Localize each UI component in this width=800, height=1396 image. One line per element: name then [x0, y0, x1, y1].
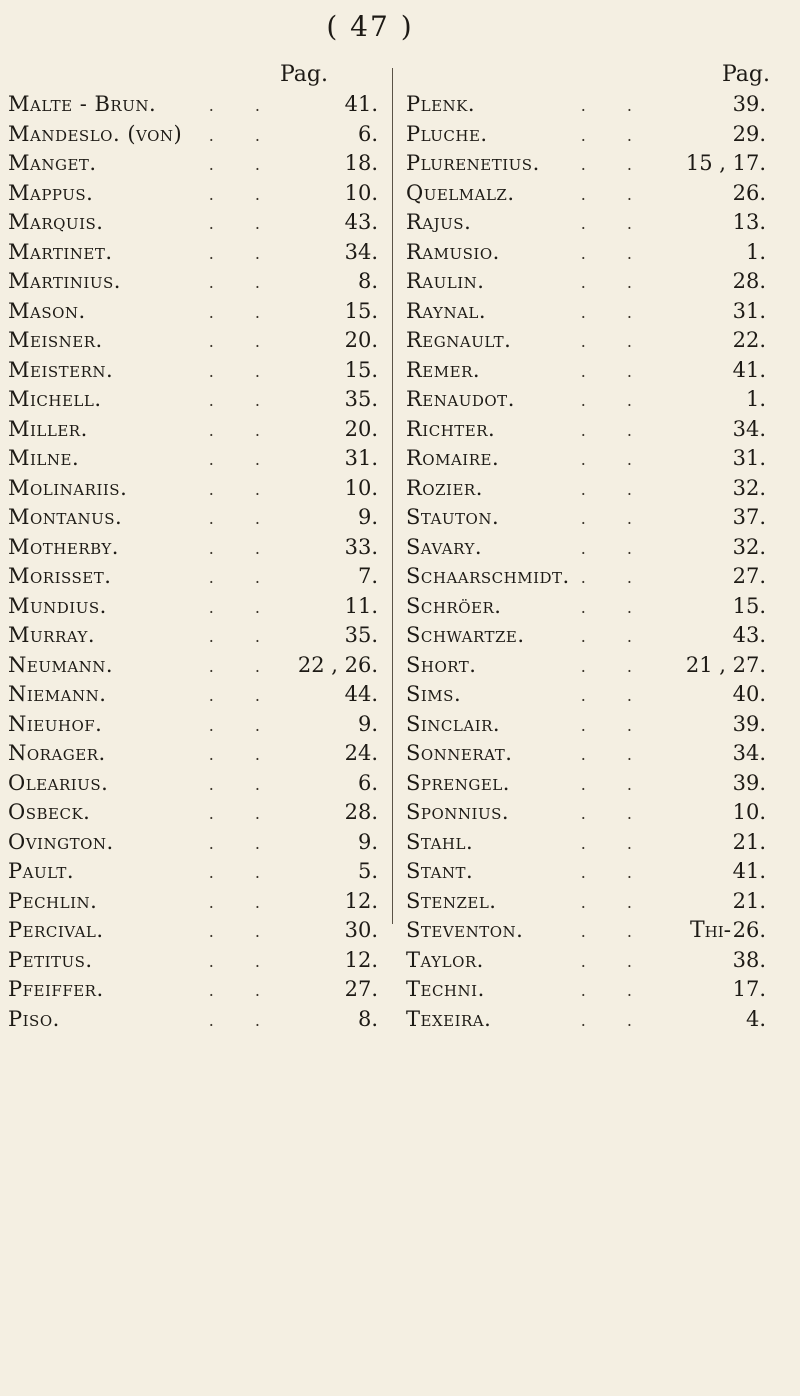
leader-dots: . .: [208, 951, 278, 971]
entry-name: Niemann.: [8, 682, 107, 706]
entry-name: Plenk.: [406, 92, 476, 116]
leader-dots: . .: [208, 243, 278, 263]
entry-page: 39.: [732, 711, 766, 736]
index-entry: [406, 535, 786, 565]
entry-page: 24.: [344, 741, 378, 765]
entry-page: 39.: [732, 92, 766, 116]
entry-name: Mappus.: [8, 180, 94, 205]
entry-page: 31.: [732, 298, 766, 323]
entry-page: 22.: [732, 328, 766, 352]
leader-dots: . .: [580, 214, 650, 233]
index-entry: [8, 859, 378, 889]
leader-dots: . .: [208, 509, 278, 528]
entry-name: Stauton.: [406, 505, 500, 529]
entry-name: Murray.: [8, 623, 96, 647]
entry-page: 44.: [344, 682, 378, 706]
entry-name: Norager.: [8, 741, 106, 765]
leader-dots: . .: [580, 833, 650, 853]
entry-name: Pault.: [8, 859, 75, 883]
entry-page: 43.: [344, 210, 378, 234]
index-entry: [406, 240, 786, 270]
leader-dots: . .: [580, 922, 650, 941]
leader-dots: . .: [580, 184, 650, 204]
entry-page: 21.: [732, 888, 766, 913]
leader-dots: . .: [580, 804, 650, 823]
leader-dots: . .: [208, 568, 278, 587]
index-entry: [406, 505, 786, 535]
entry-name: Sprengel.: [406, 770, 510, 795]
index-entry: [406, 122, 786, 152]
index-column-right: [406, 60, 786, 1036]
entry-page: 9.: [357, 711, 378, 736]
entry-name: Osbeck.: [8, 800, 91, 824]
index-entry: [8, 505, 378, 535]
entry-page: 17.: [732, 977, 766, 1001]
entry-page: 41.: [344, 92, 378, 116]
entry-name: Nieuhof.: [8, 711, 103, 736]
index-entry: [406, 653, 786, 683]
entry-page: 13.: [732, 210, 766, 234]
index-entry: [8, 918, 378, 948]
leader-dots: . .: [208, 597, 278, 617]
index-entry: [8, 240, 378, 270]
index-column-left: [8, 60, 378, 1036]
index-entry: [8, 800, 378, 830]
index-entry: [8, 977, 378, 1007]
entry-name: Sonnerat.: [406, 741, 513, 765]
entry-name: Neumann.: [8, 652, 114, 677]
index-entry: [406, 299, 786, 329]
entry-page: 31.: [344, 446, 378, 470]
entry-name: Pechlin.: [8, 888, 98, 913]
index-entry: [406, 712, 786, 742]
entry-page: 8.: [357, 269, 378, 293]
index-entry: [406, 151, 786, 181]
entry-page: 11.: [344, 593, 378, 618]
index-entry: [8, 564, 378, 594]
entry-name: Techni.: [406, 977, 485, 1001]
entry-page: 26.: [732, 180, 766, 205]
leader-dots: . .: [208, 863, 278, 882]
entry-page: 20.: [344, 416, 378, 441]
leader-dots: . .: [580, 686, 650, 705]
index-entry: [406, 269, 786, 299]
column-header-left: [8, 60, 378, 92]
index-entry: [8, 151, 378, 181]
entry-name: Sponnius.: [406, 800, 510, 824]
entry-name: Sims.: [406, 682, 462, 706]
entry-page: 43.: [732, 623, 766, 647]
entry-name: Steventon.: [406, 918, 524, 942]
leader-dots: . .: [580, 96, 650, 115]
entry-page: 12.: [344, 888, 378, 913]
entry-name: Olearius.: [8, 770, 109, 795]
leader-dots: . .: [580, 597, 650, 617]
entry-name: Milne.: [8, 446, 80, 470]
entry-name: Schröer.: [406, 593, 502, 618]
entry-name: Texeira.: [406, 1006, 492, 1031]
index-entry: [8, 653, 378, 683]
entry-name: Stant.: [406, 859, 474, 883]
entry-page: 10.: [732, 800, 766, 824]
index-entry: [8, 712, 378, 742]
leader-dots: . .: [580, 391, 650, 410]
index-entry: [8, 446, 378, 476]
index-entry: [8, 210, 378, 240]
entry-list-right: [406, 92, 786, 1036]
entry-page: 41.: [732, 357, 766, 382]
entry-page: 5.: [357, 859, 378, 883]
entry-name: Short.: [406, 652, 477, 677]
entry-name: Mason.: [8, 298, 86, 323]
leader-dots: . .: [208, 656, 278, 676]
entry-page: 27.: [732, 564, 766, 588]
leader-dots: . .: [208, 833, 278, 853]
entry-name: Stenzel.: [406, 888, 497, 913]
leader-dots: . .: [208, 892, 278, 912]
leader-dots: . .: [208, 361, 278, 381]
leader-dots: . .: [208, 627, 278, 646]
entry-page: 21 , 27.: [685, 652, 766, 677]
index-entry: [8, 741, 378, 771]
leader-dots: . .: [580, 125, 650, 145]
index-entry: [8, 328, 378, 358]
leader-dots: . .: [580, 420, 650, 440]
leader-dots: . .: [580, 361, 650, 381]
index-entry: [8, 771, 378, 801]
leader-dots: . .: [208, 479, 278, 499]
entry-page: 27.: [344, 977, 378, 1001]
entry-name: Rozier.: [406, 475, 483, 500]
index-entry: [8, 623, 378, 653]
entry-list-left: [8, 92, 378, 1036]
leader-dots: . .: [580, 302, 650, 322]
leader-dots: . .: [580, 332, 650, 351]
index-entry: [8, 830, 378, 860]
leader-dots: . .: [580, 479, 650, 499]
index-entry: [406, 181, 786, 211]
entry-name: Stahl.: [406, 829, 474, 854]
entry-name: Richter.: [406, 416, 496, 441]
leader-dots: . .: [208, 155, 278, 174]
column-header-right: [406, 60, 786, 92]
entry-page: 34.: [732, 741, 766, 765]
index-entry: [406, 771, 786, 801]
leader-dots: . .: [208, 125, 278, 145]
entry-page: 1.: [745, 239, 766, 264]
entry-name: Meistern.: [8, 357, 114, 382]
entry-name: Petitus.: [8, 947, 93, 972]
leader-dots: . .: [580, 627, 650, 646]
index-entry: [406, 476, 786, 506]
entry-page: 15 , 17.: [685, 151, 766, 175]
entry-page: 6.: [357, 121, 378, 146]
index-entry: [406, 741, 786, 771]
entry-name: Motherby.: [8, 534, 119, 559]
entry-page: 9.: [357, 505, 378, 529]
entry-page: 29.: [732, 121, 766, 146]
index-entry: [8, 122, 378, 152]
entry-name: Taylor.: [406, 947, 484, 972]
entry-name: Renaudot.: [406, 387, 515, 411]
entry-page: 15.: [732, 593, 766, 618]
pag-label: Pag.: [721, 62, 770, 87]
index-entry: [406, 800, 786, 830]
leader-dots: . .: [208, 184, 278, 204]
entry-name: Miller.: [8, 416, 88, 441]
entry-page: 31.: [732, 446, 766, 470]
entry-page: 15.: [344, 298, 378, 323]
index-entry: [406, 859, 786, 889]
leader-dots: . .: [208, 391, 278, 410]
entry-name: Martinet.: [8, 239, 113, 264]
index-entry: [406, 210, 786, 240]
index-entry: [8, 1007, 378, 1037]
index-entry: [406, 446, 786, 476]
index-entry: [406, 564, 786, 594]
entry-page: 7.: [357, 564, 378, 588]
entry-name: Rajus.: [406, 210, 472, 234]
entry-page: 22 , 26.: [297, 652, 378, 677]
leader-dots: . .: [208, 745, 278, 764]
index-entry: [8, 269, 378, 299]
leader-dots: . .: [580, 981, 650, 1000]
index-entry: [8, 535, 378, 565]
leader-dots: . .: [208, 922, 278, 941]
entry-name: Schwartze.: [406, 623, 525, 647]
entry-page: 35.: [344, 623, 378, 647]
leader-dots: . .: [208, 450, 278, 469]
index-entry: [8, 889, 378, 919]
entry-page: 6.: [357, 770, 378, 795]
entry-name: Molinariis.: [8, 475, 128, 500]
column-divider: [392, 68, 393, 924]
leader-dots: . .: [208, 1010, 278, 1030]
leader-dots: . .: [580, 538, 650, 558]
entry-name: Quelmalz.: [406, 180, 515, 205]
index-entry: [406, 594, 786, 624]
entry-page: 37.: [732, 505, 766, 529]
index-entry: [406, 417, 786, 447]
entry-page: 38.: [732, 947, 766, 972]
leader-dots: . .: [208, 420, 278, 440]
leader-dots: . .: [580, 656, 650, 676]
index-entry: [406, 830, 786, 860]
entry-name: Morisset.: [8, 564, 112, 588]
entry-page: 28.: [732, 269, 766, 293]
entry-name: Malte - Brun.: [8, 92, 157, 116]
leader-dots: . .: [208, 214, 278, 233]
leader-dots: . .: [580, 1010, 650, 1030]
index-entry: [8, 476, 378, 506]
leader-dots: . .: [580, 568, 650, 587]
entry-page: 28.: [344, 800, 378, 824]
entry-page: 18.: [344, 151, 378, 175]
entry-page: 12.: [344, 947, 378, 972]
leader-dots: . .: [580, 745, 650, 764]
entry-name: Schaarschmidt.: [406, 564, 570, 588]
leader-dots: . .: [208, 538, 278, 558]
index-entry: [8, 387, 378, 417]
entry-page: 10.: [344, 475, 378, 500]
entry-page: 40.: [732, 682, 766, 706]
entry-page: 10.: [344, 180, 378, 205]
index-entry: [406, 1007, 786, 1037]
entry-page: 15.: [344, 357, 378, 382]
entry-name: Sinclair.: [406, 711, 501, 736]
entry-name: Mundius.: [8, 593, 107, 618]
leader-dots: . .: [208, 302, 278, 322]
leader-dots: . .: [580, 715, 650, 735]
leader-dots: . .: [580, 892, 650, 912]
leader-dots: . .: [208, 96, 278, 115]
entry-name: Montanus.: [8, 505, 123, 529]
index-entry: [8, 181, 378, 211]
leader-dots: . .: [580, 863, 650, 882]
index-entry: [8, 299, 378, 329]
leader-dots: . .: [580, 951, 650, 971]
entry-name: Pluche.: [406, 121, 488, 146]
entry-name: Ramusio.: [406, 239, 500, 264]
entry-name: Mandeslo. (von): [8, 121, 183, 146]
entry-page: 32.: [732, 475, 766, 500]
entry-page: 20.: [344, 328, 378, 352]
leader-dots: . .: [580, 774, 650, 794]
entry-name: Savary.: [406, 534, 483, 559]
entry-page: 39.: [732, 770, 766, 795]
index-entry: [406, 977, 786, 1007]
index-entry: [406, 92, 786, 122]
entry-name: Manget.: [8, 151, 97, 175]
index-entry: [8, 417, 378, 447]
entry-page: 21.: [732, 829, 766, 854]
index-entry: [406, 948, 786, 978]
entry-name: Meisner.: [8, 328, 103, 352]
entry-page: 8.: [357, 1006, 378, 1031]
entry-name: Plurenetius.: [406, 151, 540, 175]
entry-page: 30.: [344, 918, 378, 942]
entry-page: 26.: [732, 918, 766, 942]
index-entry: [8, 682, 378, 712]
leader-dots: . .: [580, 450, 650, 469]
entry-name: Martinius.: [8, 269, 121, 293]
index-entry: [406, 682, 786, 712]
leader-dots: . .: [580, 243, 650, 263]
entry-page: 34.: [344, 239, 378, 264]
page-number: ( 47 ): [326, 10, 414, 43]
leader-dots: . .: [208, 686, 278, 705]
entry-page: 32.: [732, 534, 766, 559]
index-entry: [406, 889, 786, 919]
index-entry: [8, 948, 378, 978]
entry-name: Remer.: [406, 357, 481, 382]
catchword: Thi-: [690, 918, 732, 943]
index-entry: [8, 92, 378, 122]
entry-page: 4.: [745, 1006, 766, 1031]
leader-dots: . .: [208, 774, 278, 794]
leader-dots: . .: [208, 332, 278, 351]
entry-name: Marquis.: [8, 210, 104, 234]
index-entry: [406, 387, 786, 417]
entry-name: Regnault.: [406, 328, 512, 352]
index-entry: [406, 358, 786, 388]
entry-name: Raynal.: [406, 298, 487, 323]
index-entry: [8, 358, 378, 388]
leader-dots: . .: [208, 715, 278, 735]
entry-name: Michell.: [8, 387, 102, 411]
entry-page: 33.: [344, 534, 378, 559]
leader-dots: . .: [208, 273, 278, 292]
entry-name: Romaire.: [406, 446, 500, 470]
entry-name: Piso.: [8, 1006, 60, 1031]
entry-page: 9.: [357, 829, 378, 854]
leader-dots: . .: [580, 155, 650, 174]
leader-dots: . .: [580, 273, 650, 292]
leader-dots: . .: [580, 509, 650, 528]
pag-label: Pag.: [279, 62, 328, 87]
index-entry: [406, 623, 786, 653]
entry-name: Pfeiffer.: [8, 977, 104, 1001]
leader-dots: . .: [208, 981, 278, 1000]
leader-dots: . .: [208, 804, 278, 823]
index-entry: [406, 328, 786, 358]
entry-name: Raulin.: [406, 269, 485, 293]
entry-page: 41.: [732, 859, 766, 883]
index-entry: [8, 594, 378, 624]
entry-page: 1.: [745, 387, 766, 411]
entry-page: 34.: [732, 416, 766, 441]
entry-name: Percival.: [8, 918, 104, 942]
entry-page: 35.: [344, 387, 378, 411]
entry-name: Ovington.: [8, 829, 114, 854]
